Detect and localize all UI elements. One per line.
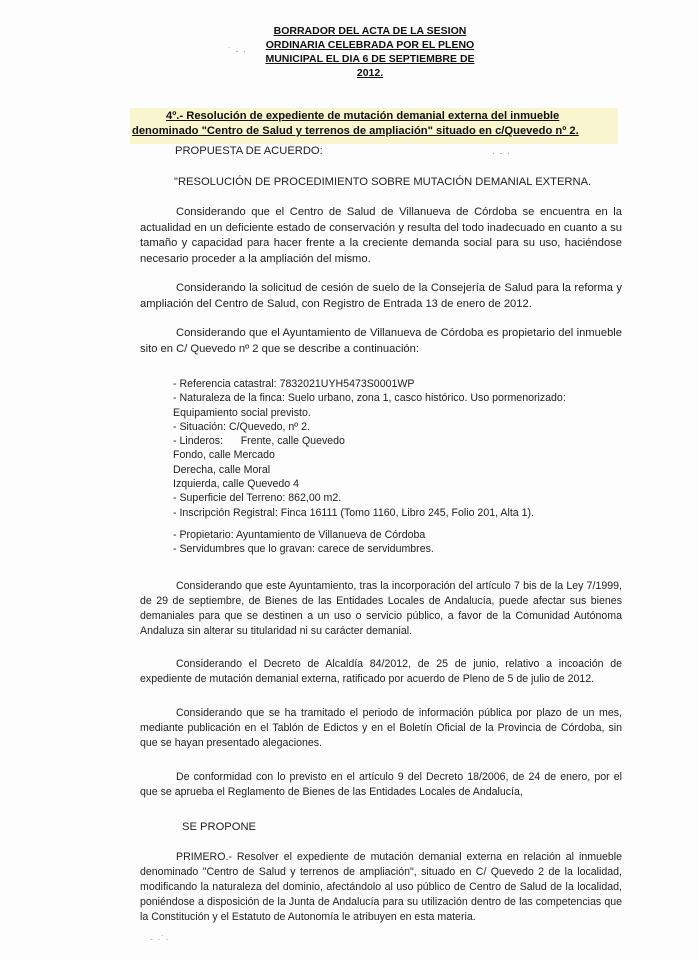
paragraph-4: Considerando que este Ayuntamiento, tras la incorporación del artículo 7 bis de la Ley 7/1999, de 29 de septiembre, de Bienes de las Entidades Locales de Andalucía, puede afectar sus bienes demaniales para que se destinen a un uso o servicio público, a favor de la Comunidad Autónoma Andaluza sin alterar su titularidad ni su carácter demanial.	[140, 580, 622, 637]
agenda-item-title-line-1: 4º.- Resolución de expediente de mutación demanial externa del inmueble	[166, 110, 560, 122]
agenda-item-title	[132, 109, 614, 139]
resolution-heading: "RESOLUCIÓN DE PROCEDIMIENTO SOBRE MUTACIÓN DEMANIAL EXTERNA.	[174, 176, 592, 188]
header-line-4: 2012.	[356, 67, 384, 79]
list-item: Izquierda, calle Quevedo 4	[173, 478, 300, 491]
list-item: - Referencia catastral: 7832021UYH5473S0001WP	[173, 378, 415, 390]
paragraph-5: Considerando el Decreto de Alcaldía 84/2012, de 25 de junio, relativo a incoación de expediente de mutación demanial externa, ratificado por acuerdo de Pleno de 5 de julio de 2012.	[140, 658, 622, 685]
primero-paragraph: PRIMERO.- Resolver el expediente de mutación demanial externa en relación al inmueble denominado "Centro de Salud y terrenos de ampliación", situado en C/ Quevedo 2 de la localidad, modificando la naturaleza del dominio, afectándolo al uso público de Centro de Salud de la localidad, poniéndose a disposición de la Junta de Andalucía para su utilización dentro de las competencias que la Constitución y el Estatuto de Autonomía le atribuyen en esta materia.	[140, 851, 622, 923]
list-item: Derecha, calle Moral	[173, 463, 271, 476]
list-item: - Superficie del Terreno: 862,00 m2.	[173, 492, 342, 505]
list-item: - Propietario: Ayuntamiento de Villanueva de Córdoba	[173, 528, 426, 541]
paragraph-6: Considerando que se ha tramitado el periodo de información pública por plazo de un mes, mediante publicación en el Tablón de Edictos y en el Boletín Oficial de la Provincia de Córdoba, sin que se hayan presentado alegaciones.	[140, 707, 622, 749]
scan-smudge: ˙ ‑ ·	[228, 46, 247, 56]
document-header	[250, 24, 490, 80]
scan-smudge: ‑ ·˙·	[150, 934, 170, 944]
list-item: - Naturaleza de la finca: Suelo urbano, zona 1, casco histórico. Uso pormenorizado:	[173, 392, 566, 405]
scan-smudge: · ‑ ·	[492, 148, 511, 158]
list-item: - Linderos: Frente, calle Quevedo	[173, 435, 345, 448]
list-item: Fondo, calle Mercado	[173, 449, 275, 462]
agenda-item-title-line-2: denominado "Centro de Salud y terrenos de ampliación" situado en c/Quevedo nº 2.	[132, 125, 579, 137]
header-line-3: MUNICIPAL EL DIA 6 DE SEPTIEMBRE DE	[265, 53, 475, 65]
header-line-2: ORDINARIA CELEBRADA POR EL PLENO	[265, 39, 475, 51]
se-propone-label: SE PROPONE	[182, 821, 256, 833]
paragraph-2: Considerando la solicitud de cesión de suelo de la Consejería de Salud para la reforma y ampliación del Centro de Salud, con Registro de Entrada 13 de enero de 2012.	[140, 282, 622, 310]
paragraph-3: Considerando que el Ayuntamiento de Villanueva de Córdoba es propietario del inmueble sito en C/ Quevedo nº 2 que se describe a continuación:	[140, 327, 622, 355]
list-item: - Servidumbres que lo gravan: carece de servidumbres.	[173, 543, 434, 556]
paragraph-7: De conformidad con lo previsto en el artículo 9 del Decreto 18/2006, de 24 de enero, por el que se aprueba el Reglamento de Bienes de las Entidades Locales de Andalucía,	[140, 771, 622, 798]
property-description-list	[173, 377, 566, 557]
paragraph-1: Considerando que el Centro de Salud de Villanueva de Córdoba se encuentra en la actualidad en un deficiente estado de conservación y resulta del todo inadecuado en cuanto a su tamaño y capacidad para hacer frente a la creciente demanda social para su uso, haciéndose necesario proceder a la ampliación del mismo.	[140, 206, 622, 265]
list-item: Equipamiento social previsto.	[173, 406, 311, 419]
list-item: - Situación: C/Quevedo, nº 2.	[173, 420, 310, 433]
list-item: - Inscripción Registral: Finca 16111 (Tomo 1160, Libro 245, Folio 201, Alta 1).	[173, 506, 534, 519]
header-line-1: BORRADOR DEL ACTA DE LA SESION	[273, 25, 467, 37]
propuesta-label: PROPUESTA DE ACUERDO:	[175, 145, 323, 157]
